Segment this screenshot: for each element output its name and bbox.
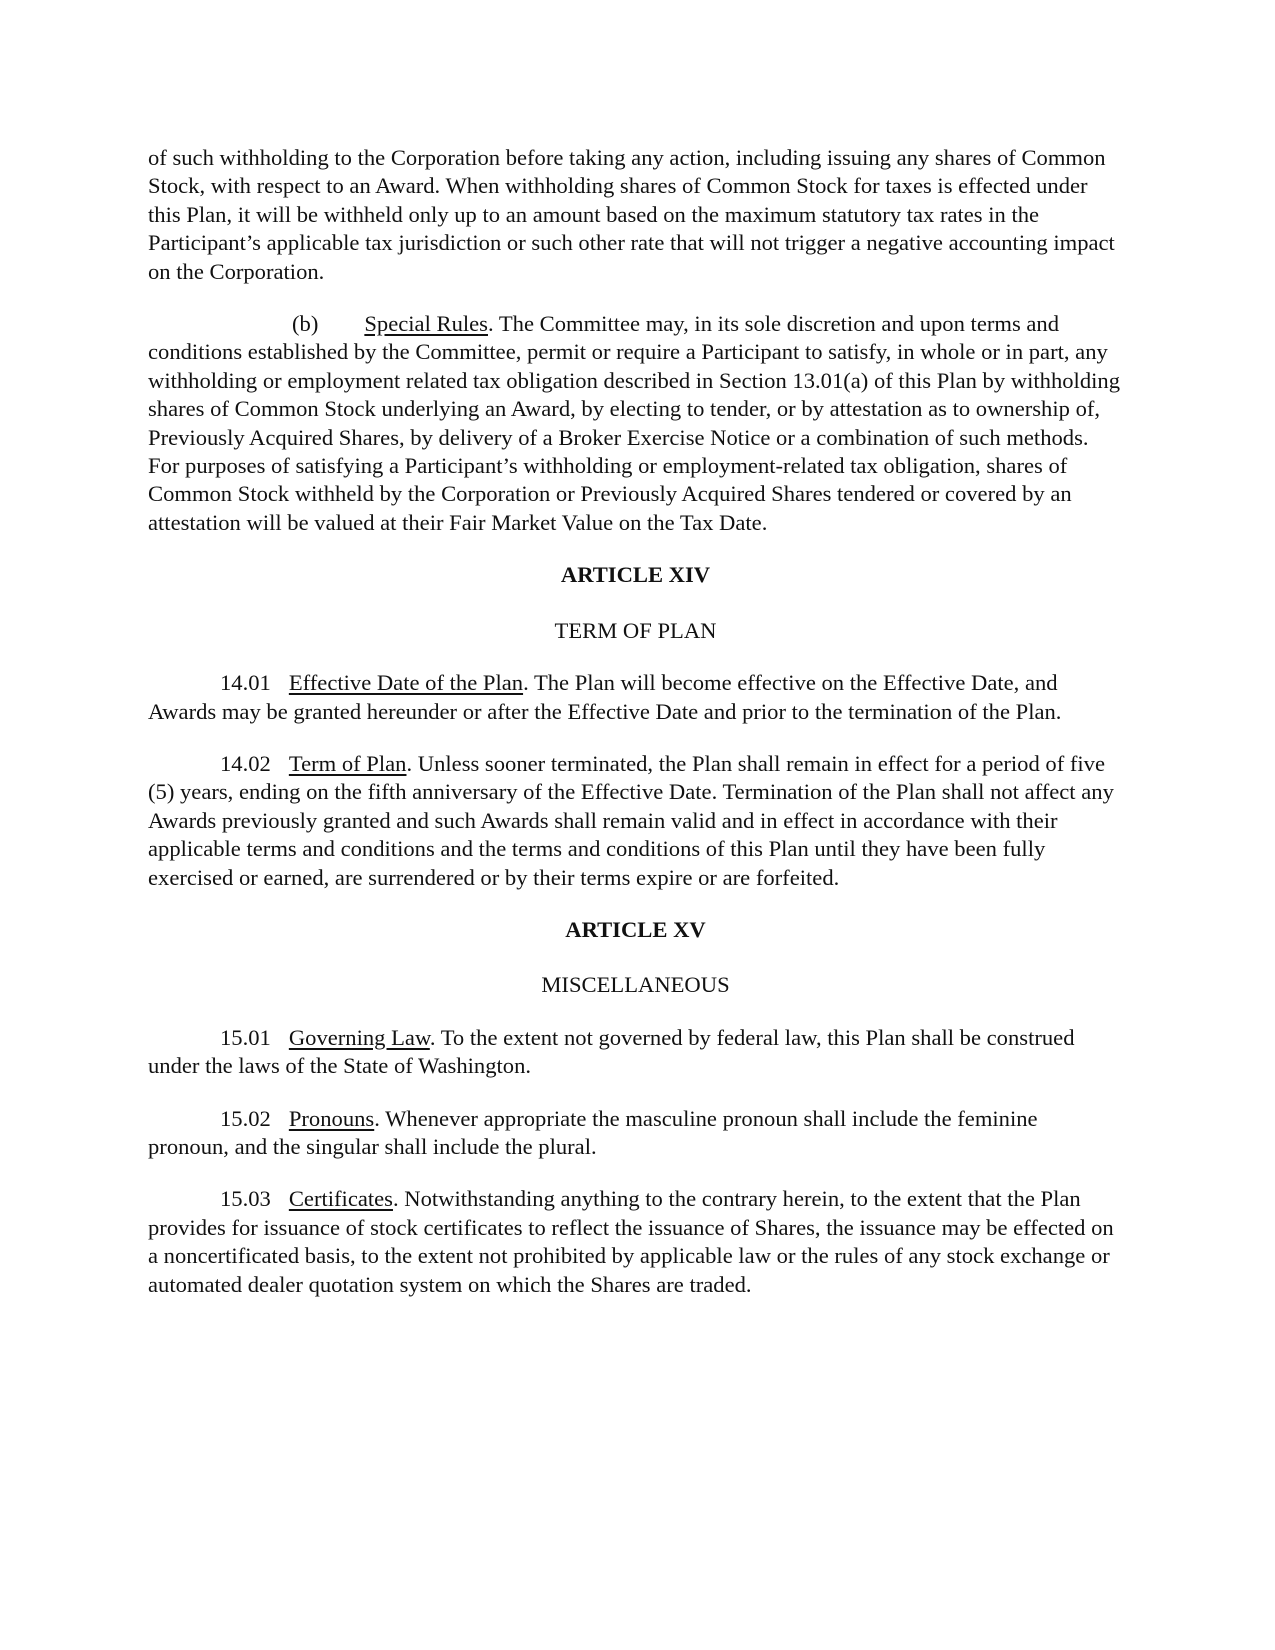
article-subtitle: MISCELLANEOUS xyxy=(541,972,730,998)
document-page xyxy=(148,144,1123,1323)
section-14-01 xyxy=(148,669,1123,726)
paragraph-text: . The Committee may, in its sole discretion and upon terms and conditions established by the Committee, permit or require a Participant to satisfy, in whole or in part, any withholding or employment related tax obligation described in Section 13.01(a) of this Plan by withholding shares of Common Stock underlying an Award, by electing to tender, or by attestation as to ownership of, Previously Acquired Shares, by delivery of a Broker Exercise Notice or a combination of such methods. For purposes of satisfying a Participant’s withholding or employment-related tax obligation, shares of Common Stock withheld by the Corporation or Previously Acquired Shares tendered or covered by an attestation will be valued at their Fair Market Value on the Tax Date. xyxy=(148,311,1120,535)
article-title: ARTICLE XV xyxy=(565,916,706,942)
article-title: ARTICLE XIV xyxy=(560,562,711,588)
section-text: . Whenever appropriate the masculine pronoun shall include the feminine pronoun, and the singular shall include the plural. xyxy=(148,1105,1038,1159)
section-heading: Term of Plan xyxy=(288,750,407,776)
section-text: . Notwithstanding anything to the contrary herein, to the extent that the Plan provides for issuance of stock certificates to reflect the issuance of Shares, the issuance may be effected on a noncertificated basis, to the extent not prohibited by applicable law or the rules of any stock exchange or automated dealer quotation system on which the Shares are traded. xyxy=(148,1186,1114,1297)
section-number: 15.02 xyxy=(220,1105,271,1131)
section-number: 15.03 xyxy=(220,1186,271,1212)
section-text: . To the extent not governed by federal law, this Plan shall be construed under the laws of the State of Washington. xyxy=(148,1024,1075,1079)
article-subtitle: TERM OF PLAN xyxy=(554,617,717,643)
section-text: . The Plan will become effective on the Effective Date, and Awards may be granted hereunder or after the Effective Date and prior to the termination of the Plan. xyxy=(148,670,1062,724)
section-heading: Pronouns xyxy=(288,1105,375,1131)
paragraph-heading: Special Rules xyxy=(364,311,488,337)
section-number: 14.01 xyxy=(220,670,271,696)
section-15-01 xyxy=(148,1024,1123,1081)
section-number: 14.02 xyxy=(220,750,271,776)
section-heading: Effective Date of the Plan xyxy=(288,670,524,696)
section-15-03 xyxy=(148,1185,1123,1299)
section-heading: Certificates xyxy=(288,1186,393,1212)
section-number: 15.01 xyxy=(220,1024,271,1050)
section-14-02 xyxy=(148,750,1123,892)
paragraph-text: of such withholding to the Corporation before taking any action, including issuing any shares of Common Stock, with respect to an Award. When withholding shares of Common Stock for taxes is effected under this Plan, it will be withheld only up to an amount based on the maximum statutory tax rates in the Participant’s applicable tax jurisdiction or such other rate that will not trigger a negative accounting impact on the Corporation. xyxy=(148,145,1115,284)
paragraph-withholding-continuation xyxy=(148,144,1123,286)
section-heading: Governing Law xyxy=(288,1024,430,1050)
section-15-02 xyxy=(148,1105,1123,1162)
section-text: . Unless sooner terminated, the Plan shall remain in effect for a period of five (5) years, ending on the fifth anniversary of the Effective Date. Termination of the Plan shall not affect any Awards previously granted and such Awards shall remain valid and in effect in accordance with their applicable terms and conditions and the terms and conditions of this Plan until they have been fully exercised or earned, are surrendered or by their terms expire or are forfeited. xyxy=(148,750,1114,890)
paragraph-special-rules xyxy=(148,310,1123,537)
paragraph-number: (b) xyxy=(292,311,319,337)
